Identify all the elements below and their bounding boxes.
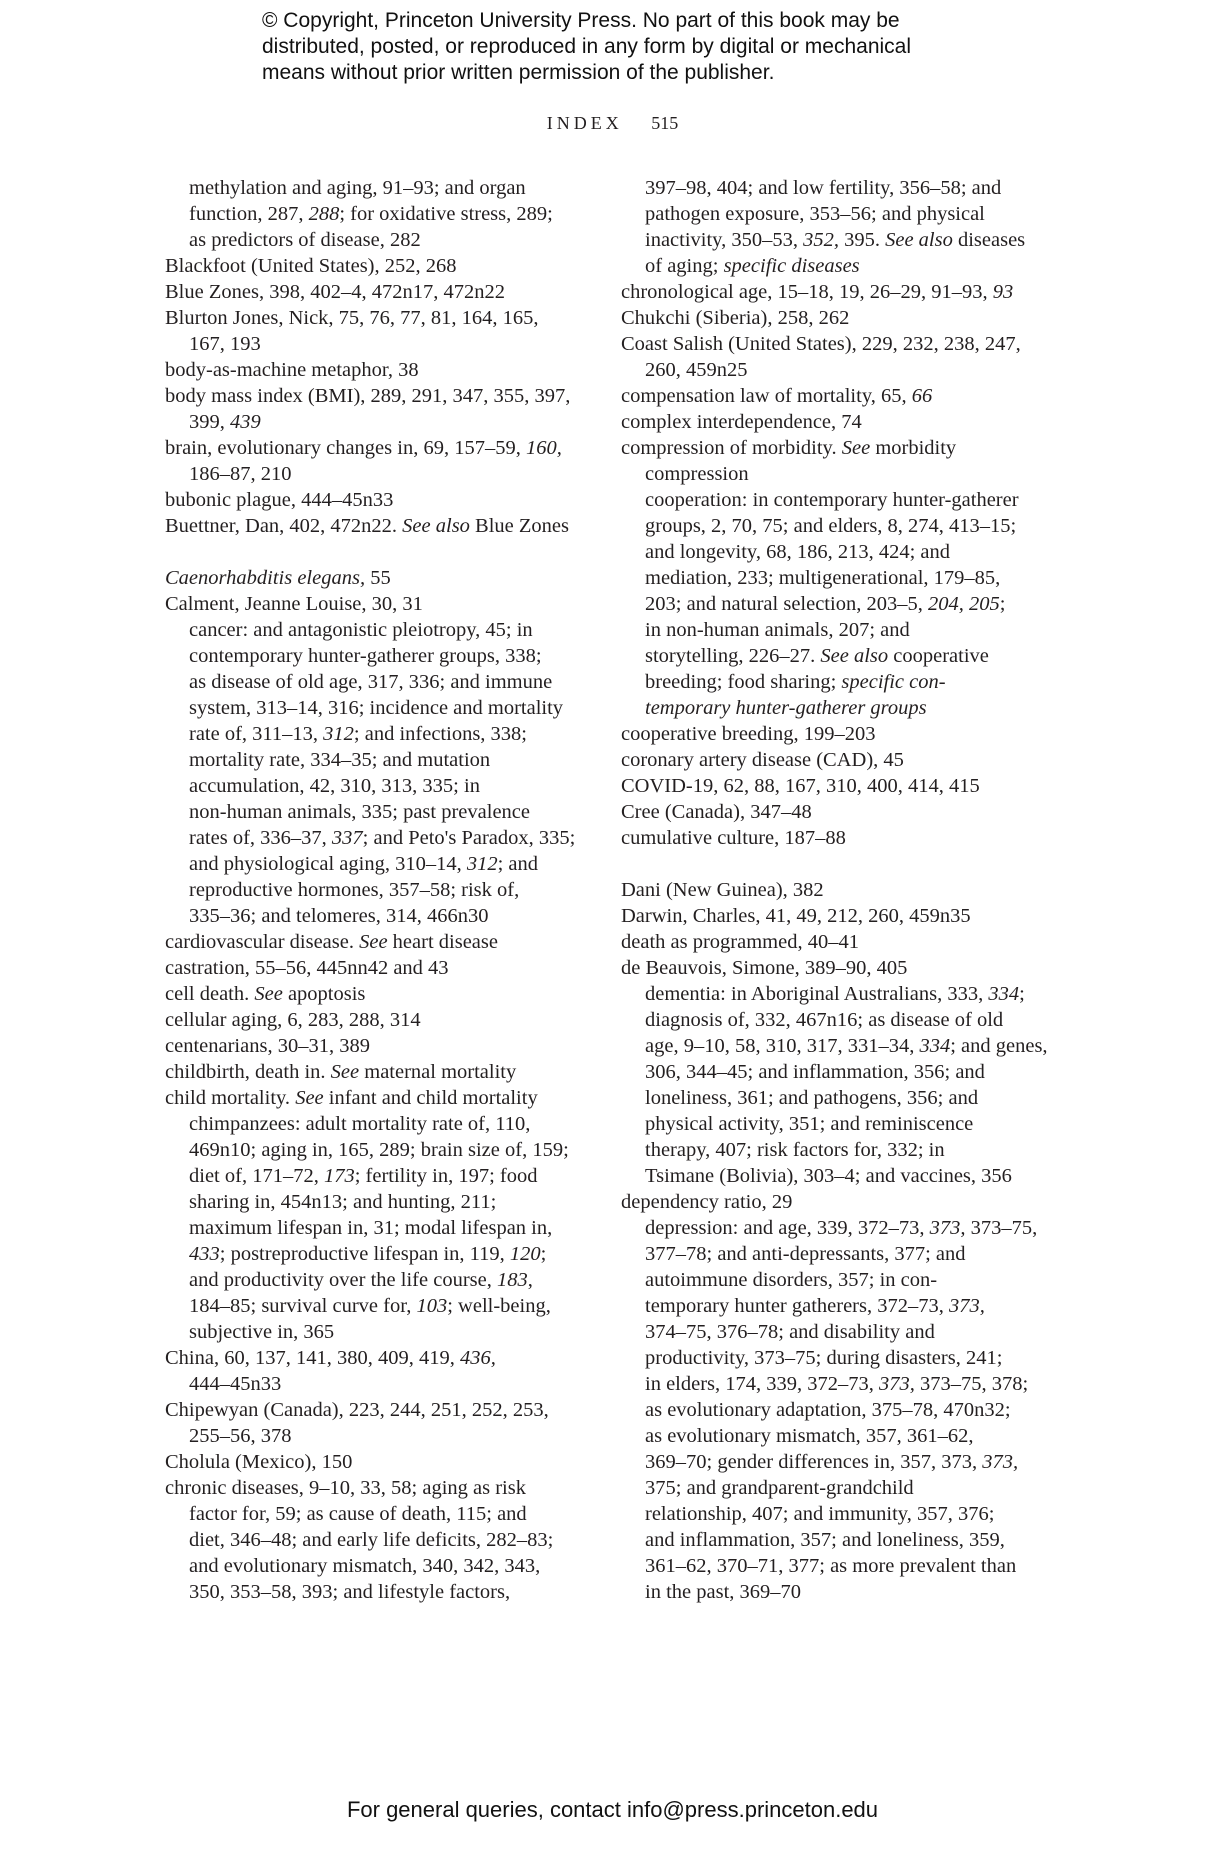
index-entry-continuation: age, 9–10, 58, 310, 317, 331–34, 334; and genes, xyxy=(645,1035,1048,1057)
index-entry-continuation: Tsimane (Bolivia), 303–4; and vaccines, 356 xyxy=(645,1165,1012,1187)
index-entry-continuation: system, 313–14, 316; incidence and mortality xyxy=(189,697,564,719)
index-entry-continuation: mortality rate, 334–35; and mutation xyxy=(189,749,491,771)
index-entry: chronological age, 15–18, 19, 26–29, 91–93, 93 xyxy=(621,281,1014,303)
index-entry-continuation: methylation and aging, 91–93; and organ xyxy=(189,177,526,199)
index-entry: child mortality. See infant and child mortality xyxy=(165,1087,538,1109)
index-entry-continuation: 335–36; and telomeres, 314, 466n30 xyxy=(189,905,489,927)
index-entry-continuation: dementia: in Aboriginal Australians, 333, 334; xyxy=(645,983,1025,1005)
index-entry-continuation: 399, 439 xyxy=(189,411,261,433)
index-entry-continuation: reproductive hormones, 357–58; risk of, xyxy=(189,879,520,901)
index-entry: Darwin, Charles, 41, 49, 212, 260, 459n35 xyxy=(621,905,971,927)
index-entry: cell death. See apoptosis xyxy=(165,983,366,1005)
running-head xyxy=(0,113,1225,134)
index-entry-continuation: 255–56, 378 xyxy=(189,1425,292,1447)
copyright-line: means without prior written permission of the publisher. xyxy=(262,61,775,84)
index-entry-continuation: non-human animals, 335; past prevalence xyxy=(189,801,530,823)
index-entry: Caenorhabditis elegans, 55 xyxy=(165,567,391,589)
index-entry: death as programmed, 40–41 xyxy=(621,931,859,953)
index-entry: COVID-19, 62, 88, 167, 310, 400, 414, 415 xyxy=(621,775,980,797)
index-entry: cumulative culture, 187–88 xyxy=(621,827,846,849)
index-entry-continuation: factor for, 59; as cause of death, 115; and xyxy=(189,1503,527,1525)
index-entry-continuation: relationship, 407; and immunity, 357, 376; xyxy=(645,1503,995,1525)
index-entry-continuation: in non-human animals, 207; and xyxy=(645,619,910,641)
index-entry-continuation: physical activity, 351; and reminiscence xyxy=(645,1113,974,1135)
index-entry: Dani (New Guinea), 382 xyxy=(621,879,824,901)
index-entry-continuation: compression xyxy=(645,463,749,485)
copyright-notice xyxy=(262,8,982,86)
index-entry: China, 60, 137, 141, 380, 409, 419, 436, xyxy=(165,1347,496,1369)
index-entry: chronic diseases, 9–10, 33, 58; aging as risk xyxy=(165,1477,526,1499)
index-entry-continuation: in the past, 369–70 xyxy=(645,1581,802,1603)
index-entry-continuation: diagnosis of, 332, 467n16; as disease of old xyxy=(645,1009,1004,1031)
index-entry-continuation: 444–45n33 xyxy=(189,1373,282,1395)
index-entry-continuation: temporary hunter-gatherer groups xyxy=(645,697,927,719)
index-entry: centenarians, 30–31, 389 xyxy=(165,1035,370,1057)
index-entry-continuation: sharing in, 454n13; and hunting, 211; xyxy=(189,1191,497,1213)
index-entry-continuation: maximum lifespan in, 31; modal lifespan in, xyxy=(189,1217,553,1239)
index-entry: dependency ratio, 29 xyxy=(621,1191,793,1213)
index-entry-continuation: autoimmune disorders, 357; in con- xyxy=(645,1269,938,1291)
index-entry-continuation: subjective in, 365 xyxy=(189,1321,335,1343)
index-entry: brain, evolutionary changes in, 69, 157–59, 160, xyxy=(165,437,562,459)
index-entry-continuation: inactivity, 350–53, 352, 395. See also diseases xyxy=(645,229,1026,251)
index-entry: coronary artery disease (CAD), 45 xyxy=(621,749,904,771)
running-head-label: INDEX xyxy=(546,113,623,133)
index-entry-continuation: groups, 2, 70, 75; and elders, 8, 274, 413–15; xyxy=(645,515,1017,537)
index-entry-continuation: 186–87, 210 xyxy=(189,463,292,485)
index-entry-continuation: 374–75, 376–78; and disability and xyxy=(645,1321,935,1343)
index-entry-continuation: depression: and age, 339, 372–73, 373, 373–75, xyxy=(645,1217,1038,1239)
section-gap xyxy=(165,539,580,565)
index-entry: cellular aging, 6, 283, 288, 314 xyxy=(165,1009,421,1031)
index-entry-continuation: and physiological aging, 310–14, 312; and xyxy=(189,853,539,875)
index-entry-continuation: 167, 193 xyxy=(189,333,261,355)
index-entry-continuation: 469n10; aging in, 165, 289; brain size of, 159; xyxy=(189,1139,569,1161)
index-entry: Chipewyan (Canada), 223, 244, 251, 252, 253, xyxy=(165,1399,549,1421)
index-entry-continuation: of aging; specific diseases xyxy=(645,255,860,277)
copyright-line: © Copyright, Princeton University Press. No part of this book may be xyxy=(262,9,900,32)
index-entry-continuation: diet, 346–48; and early life deficits, 282–83; xyxy=(189,1529,554,1551)
index-entry-continuation: 306, 344–45; and inflammation, 356; and xyxy=(645,1061,985,1083)
index-entry-continuation: accumulation, 42, 310, 313, 335; in xyxy=(189,775,480,797)
index-entry: Calment, Jeanne Louise, 30, 31 xyxy=(165,593,423,615)
index-entry: compensation law of mortality, 65, 66 xyxy=(621,385,933,407)
index-entry-continuation: storytelling, 226–27. See also cooperative xyxy=(645,645,989,667)
index-entry: childbirth, death in. See maternal mortality xyxy=(165,1061,517,1083)
index-entry-continuation: cancer: and antagonistic pleiotropy, 45; in xyxy=(189,619,533,641)
index-entry: Chukchi (Siberia), 258, 262 xyxy=(621,307,850,329)
index-entry-continuation: rates of, 336–37, 337; and Peto's Paradox, 335; xyxy=(189,827,576,849)
index-entry-continuation: as disease of old age, 317, 336; and immune xyxy=(189,671,553,693)
section-gap xyxy=(621,851,1041,877)
index-entry-continuation: mediation, 233; multigenerational, 179–85, xyxy=(645,567,1001,589)
index-column-left xyxy=(165,175,580,1605)
index-entry: de Beauvois, Simone, 389–90, 405 xyxy=(621,957,908,979)
index-entry-continuation: loneliness, 361; and pathogens, 356; and xyxy=(645,1087,979,1109)
index-entry: body-as-machine metaphor, 38 xyxy=(165,359,419,381)
index-entry: compression of morbidity. See morbidity xyxy=(621,437,957,459)
index-entry: Cholula (Mexico), 150 xyxy=(165,1451,353,1473)
index-entry: castration, 55–56, 445nn42 and 43 xyxy=(165,957,449,979)
index-entry-continuation: therapy, 407; risk factors for, 332; in xyxy=(645,1139,945,1161)
index-entry: cooperative breeding, 199–203 xyxy=(621,723,876,745)
index-entry-continuation: 397–98, 404; and low fertility, 356–58; and xyxy=(645,177,1002,199)
index-entry: Coast Salish (United States), 229, 232, 238, 247, xyxy=(621,333,1021,355)
index-entry-continuation: function, 287, 288; for oxidative stress, 289; xyxy=(189,203,553,225)
index-entry-continuation: 375; and grandparent-grandchild xyxy=(645,1477,914,1499)
index-entry: Blurton Jones, Nick, 75, 76, 77, 81, 164, 165, xyxy=(165,307,539,329)
index-entry-continuation: 203; and natural selection, 203–5, 204, 205; xyxy=(645,593,1006,615)
index-entry-continuation: as predictors of disease, 282 xyxy=(189,229,421,251)
index-entry-continuation: breeding; food sharing; specific con- xyxy=(645,671,946,693)
index-entry-continuation: 184–85; survival curve for, 103; well-being, xyxy=(189,1295,551,1317)
index-column-right xyxy=(621,175,1048,1605)
index-entry-continuation: and longevity, 68, 186, 213, 424; and xyxy=(645,541,950,563)
index-entry: body mass index (BMI), 289, 291, 347, 355, 397, xyxy=(165,385,571,407)
index-entry: Buettner, Dan, 402, 472n22. See also Blue Zones xyxy=(165,515,569,537)
index-entry-continuation: 369–70; gender differences in, 357, 373, 373, xyxy=(645,1451,1019,1473)
index-entry: cardiovascular disease. See heart disease xyxy=(165,931,498,953)
index-entry-continuation: and evolutionary mismatch, 340, 342, 343, xyxy=(189,1555,541,1577)
copyright-line: distributed, posted, or reproduced in any form by digital or mechanical xyxy=(262,35,912,58)
index-entry-continuation: 260, 459n25 xyxy=(645,359,748,381)
index-entry-continuation: rate of, 311–13, 312; and infections, 338; xyxy=(189,723,528,745)
page-number: 515 xyxy=(651,113,679,133)
footer-contact: For general queries, contact info@press.princeton.edu xyxy=(346,1797,879,1822)
index-entry-continuation: productivity, 373–75; during disasters, 241; xyxy=(645,1347,1003,1369)
index-entry-continuation: and inflammation, 357; and loneliness, 359, xyxy=(645,1529,1005,1551)
index-entry-continuation: diet of, 171–72, 173; fertility in, 197; food xyxy=(189,1165,538,1187)
index-entry-continuation: cooperation: in contemporary hunter-gatherer xyxy=(645,489,1019,511)
index-entry-continuation: chimpanzees: adult mortality rate of, 110, xyxy=(189,1113,531,1135)
index-entry-continuation: 361–62, 370–71, 377; as more prevalent than xyxy=(645,1555,1017,1577)
index-entry: complex interdependence, 74 xyxy=(621,411,862,433)
index-entry-continuation: contemporary hunter-gatherer groups, 338; xyxy=(189,645,542,667)
index-entry: bubonic plague, 444–45n33 xyxy=(165,489,394,511)
index-entry-continuation: 350, 353–58, 393; and lifestyle factors, xyxy=(189,1581,511,1603)
index-entry: Blue Zones, 398, 402–4, 472n17, 472n22 xyxy=(165,281,505,303)
index-entry: Cree (Canada), 347–48 xyxy=(621,801,812,823)
index-entry: Blackfoot (United States), 252, 268 xyxy=(165,255,457,277)
index-entry-continuation: 377–78; and anti-depressants, 377; and xyxy=(645,1243,966,1265)
index-entry-continuation: in elders, 174, 339, 372–73, 373, 373–75, 378; xyxy=(645,1373,1029,1395)
index-entry-continuation: 433; postreproductive lifespan in, 119, 120; xyxy=(189,1243,547,1265)
index-entry-continuation: pathogen exposure, 353–56; and physical xyxy=(645,203,985,225)
index-entry-continuation: as evolutionary mismatch, 357, 361–62, xyxy=(645,1425,974,1447)
index-entry-continuation: and productivity over the life course, 183, xyxy=(189,1269,533,1291)
index-entry-continuation: temporary hunter gatherers, 372–73, 373, xyxy=(645,1295,985,1317)
index-entry-continuation: as evolutionary adaptation, 375–78, 470n32; xyxy=(645,1399,1011,1421)
